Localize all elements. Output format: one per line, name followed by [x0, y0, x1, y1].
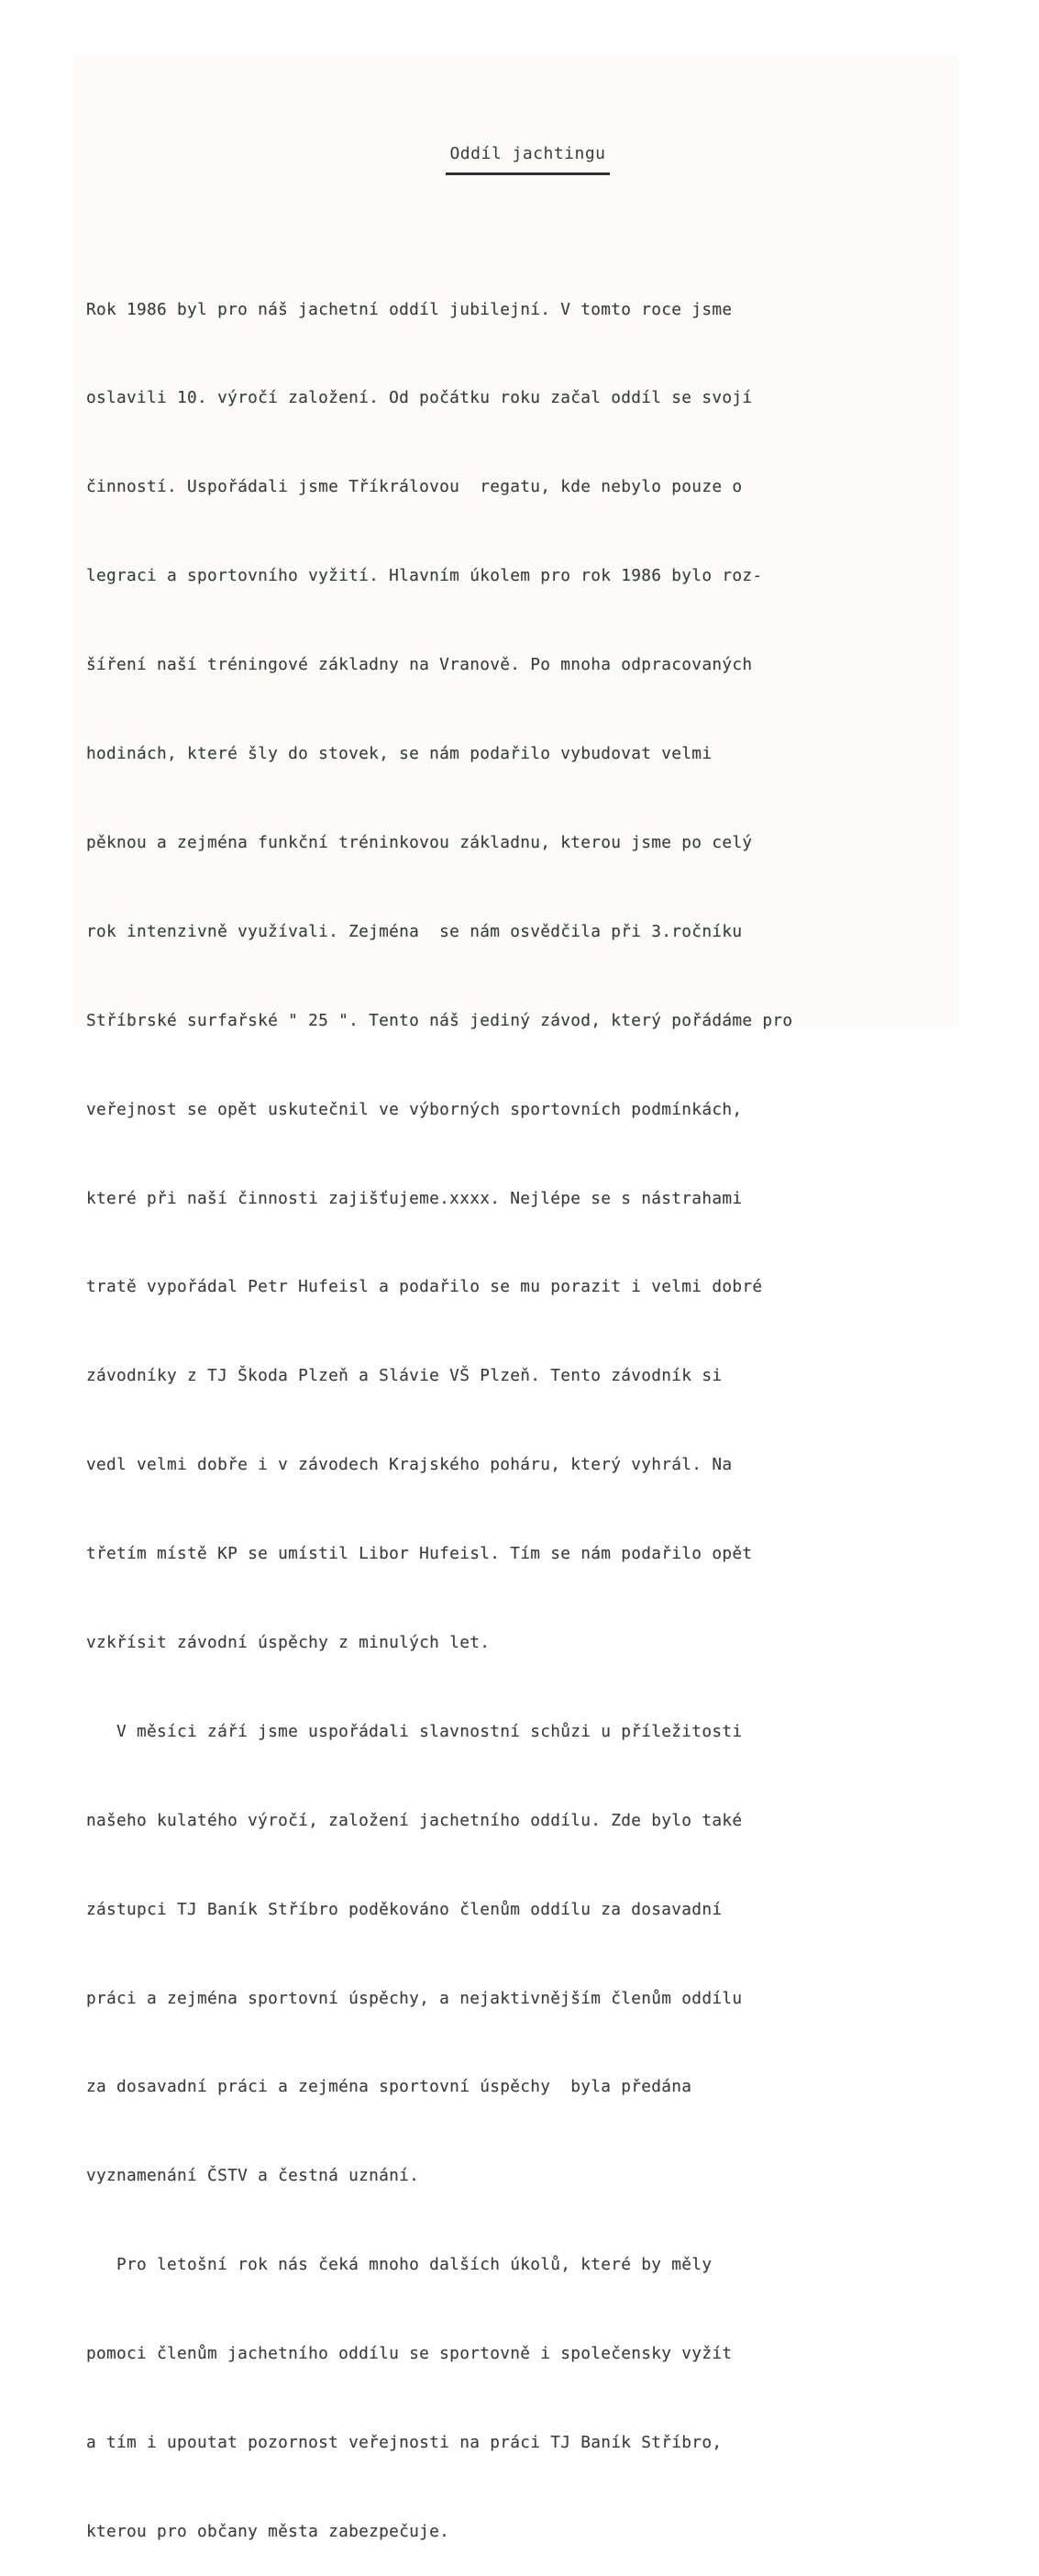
text-line: oslavili 10. výročí založení. Od počátku roku začal oddíl se svojí: [86, 388, 753, 408]
text-line: závodníky z TJ Škoda Plzeň a Slávie VŠ Plzeň. Tento závodník si: [86, 1366, 723, 1386]
text-line: legraci a sportovního vyžití. Hlavním úkolem pro rok 1986 bylo roz-: [86, 566, 763, 586]
text-line: činností. Uspořádali jsme Tříkrálovou regatu, kde nebylo pouze o: [86, 477, 743, 497]
text-line: zástupci TJ Baník Stříbro poděkováno členům oddílu za dosavadní: [86, 1899, 723, 1919]
text-line: veřejnost se opět uskutečnil ve výborných sportovních podmínkách,: [86, 1099, 743, 1119]
text-line: vzkřísit závodní úspěchy z minulých let.: [86, 1632, 491, 1652]
document-title: Oddíl jachtingu: [446, 144, 609, 175]
text-line: Pro letošní rok nás čeká mnoho dalších úkolů, které by měly: [86, 2255, 713, 2275]
text-line: a tím i upoutat pozornost veřejnosti na práci TJ Baník Stříbro,: [86, 2432, 723, 2452]
text-line: našeho kulatého výročí, založení jachetního oddílu. Zde bylo také: [86, 1810, 743, 1830]
text-line: vyznamenání ČSTV a čestná uznání.: [86, 2166, 420, 2186]
text-line: šíření naší tréningové základny na Vranově. Po mnoha odpracovaných: [86, 655, 753, 675]
typewritten-body: [86, 236, 792, 2576]
text-line: Stříbrské surfařské " 25 ". Tento náš jediný závod, který pořádáme pro: [86, 1010, 793, 1030]
text-line: které při naší činnosti zajišťujeme.xxxx. Nejlépe se s nástrahami: [86, 1188, 743, 1208]
text-line: pěknou a zejména funkční tréninkovou základnu, kterou jsme po celý: [86, 832, 753, 852]
title-block: [0, 144, 1039, 175]
text-line: práci a zejména sportovní úspěchy, a nejaktivnějším členům oddílu: [86, 1988, 743, 2008]
text-line: kterou pro občany města zabezpečuje.: [86, 2521, 450, 2541]
text-line: V měsíci září jsme uspořádali slavnostní schůzi u příležitosti: [86, 1721, 743, 1741]
text-line: Rok 1986 byl pro náš jachetní oddíl jubilejní. V tomto roce jsme: [86, 299, 733, 319]
text-line: pomoci členům jachetního oddílu se sportovně i společensky vyžít: [86, 2344, 733, 2364]
text-line: za dosavadní práci a zejména sportovní úspěchy byla předána: [86, 2077, 692, 2097]
text-line: hodinách, které šly do stovek, se nám podařilo vybudovat velmi: [86, 744, 713, 764]
text-line: tratě vypořádal Petr Hufeisl a podařilo se mu porazit i velmi dobré: [86, 1277, 763, 1297]
text-line: vedl velmi dobře i v závodech Krajského poháru, který vyhrál. Na: [86, 1455, 733, 1475]
text-line: rok intenzivně využívali. Zejména se nám osvědčila při 3.ročníku: [86, 921, 743, 941]
text-line: třetím místě KP se umístil Libor Hufeisl. Tím se nám podařilo opět: [86, 1544, 753, 1564]
